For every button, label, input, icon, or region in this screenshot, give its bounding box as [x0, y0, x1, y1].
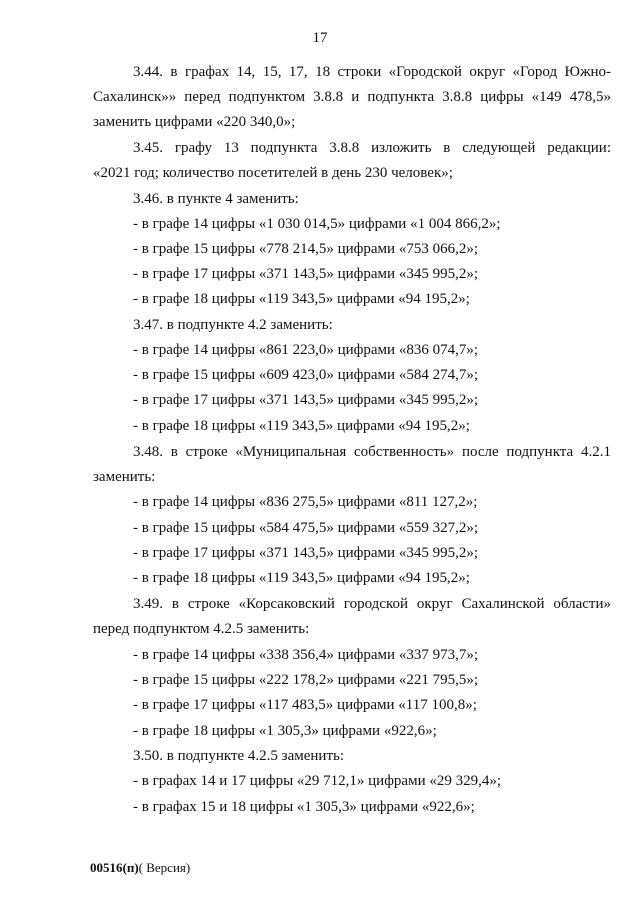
list-item: - в графе 14 цифры «1 030 014,5» цифрами «1 004 866,2»;	[133, 216, 501, 232]
paragraph-3-44-line-3: заменить цифрами «220 340,0»;	[93, 114, 296, 130]
list-item: - в графе 18 цифры «119 343,5» цифрами «94 195,2»;	[133, 291, 470, 307]
list-item: - в графе 15 цифры «584 475,5» цифрами «559 327,2»;	[133, 520, 478, 536]
list-item: - в графе 18 цифры «1 305,3» цифрами «922,6»;	[133, 723, 437, 739]
list-item: - в графе 15 цифры «778 214,5» цифрами «753 066,2»;	[133, 241, 478, 257]
paragraph-3-45-line-2: «2021 год; количество посетителей в день 230 человек»;	[93, 165, 453, 181]
paragraph-3-48-line-1: 3.48. в строке «Муниципальная собственность» после подпункта 4.2.1	[133, 444, 611, 460]
document-code: 00516(п)	[90, 860, 139, 875]
list-item: - в графах 14 и 17 цифры «29 712,1» цифрами «29 329,4»;	[133, 773, 502, 789]
paragraph-3-49-line-1: 3.49. в строке «Корсаковский городской округ Сахалинской области»	[133, 596, 611, 612]
list-item: - в графе 18 цифры «119 343,5» цифрами «94 195,2»;	[133, 570, 470, 586]
list-item: - в графе 15 цифры «609 423,0» цифрами «584 274,7»;	[133, 367, 478, 383]
list-item: - в графе 15 цифры «222 178,2» цифрами «221 795,5»;	[133, 672, 478, 688]
list-item: - в графе 17 цифры «371 143,5» цифрами «345 995,2»;	[133, 266, 478, 282]
list-item: - в графе 17 цифры «371 143,5» цифрами «345 995,2»;	[133, 392, 478, 408]
list-item: - в графе 14 цифры «836 275,5» цифрами «811 127,2»;	[133, 494, 478, 510]
paragraph-3-47-heading: 3.47. в подпункте 4.2 заменить:	[133, 317, 333, 333]
paragraph-3-45-line-1: 3.45. графу 13 подпункта 3.8.8 изложить в следующей редакции:	[133, 140, 611, 156]
list-item: - в графе 18 цифры «119 343,5» цифрами «94 195,2»;	[133, 418, 470, 434]
paragraph-3-44-line-2: Сахалинск»» перед подпунктом 3.8.8 и подпункта 3.8.8 цифры «149 478,5»	[93, 89, 611, 105]
paragraph-3-49-line-2: перед подпунктом 4.2.5 заменить:	[93, 621, 310, 637]
paragraph-3-46-heading: 3.46. в пункте 4 заменить:	[133, 191, 299, 207]
paragraph-3-50-heading: 3.50. в подпункте 4.2.5 заменить:	[133, 748, 345, 764]
list-item: - в графе 17 цифры «117 483,5» цифрами «117 100,8»;	[133, 697, 477, 713]
paragraph-3-48-line-2: заменить:	[93, 469, 156, 485]
document-footer	[90, 860, 190, 876]
page-number: 17	[312, 30, 328, 46]
document-version: ( Версия)	[138, 860, 191, 875]
list-item: - в графе 14 цифры «861 223,0» цифрами «836 074,7»;	[133, 342, 478, 358]
list-item: - в графе 14 цифры «338 356,4» цифрами «337 973,7»;	[133, 647, 478, 663]
list-item: - в графах 15 и 18 цифры «1 305,3» цифрами «922,6»;	[133, 799, 475, 815]
paragraph-3-44-line-1: 3.44. в графах 14, 15, 17, 18 строки «Городской округ «Город Южно-	[133, 64, 611, 80]
list-item: - в графе 17 цифры «371 143,5» цифрами «345 995,2»;	[133, 545, 478, 561]
